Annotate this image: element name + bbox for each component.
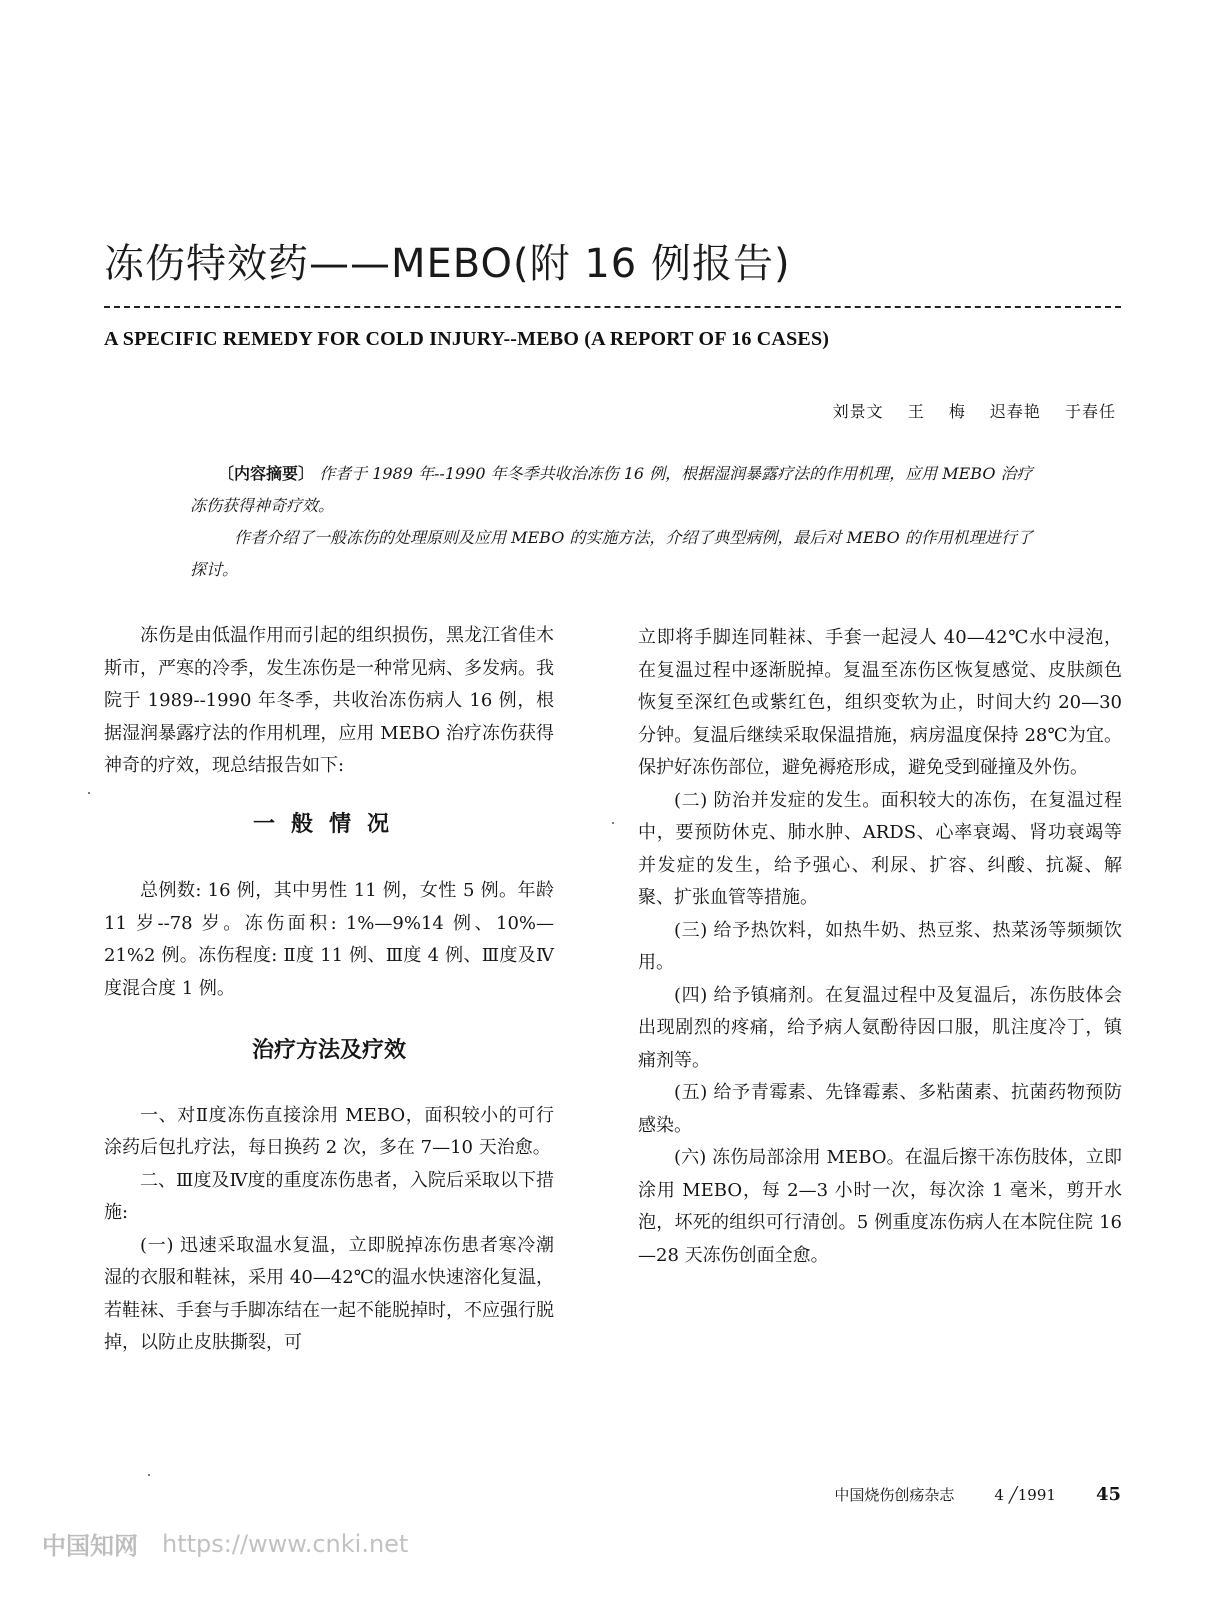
treatment-paragraph-1: 一、对Ⅱ度冻伤直接涂用 MEBO，面积较小的可行涂药后包扎疗法，每日换药 2 次，多在 7—10 天治愈。 [104, 1104, 554, 1158]
right-paragraph-4: (四) 给予镇痛剂。在复温过程中及复温后，冻伤肢体会出现剧烈的疼痛，给予病人氨酚待因口服，肌注度冷丁，镇痛剂等。 [638, 984, 1122, 1071]
abstract-paragraph-2: 作者介绍了一般冻伤的处理原则及应用 MEBO 的实施方法，介绍了典型病例，最后对 MEBO 的作用机理进行了探讨。 [190, 528, 1033, 579]
right-paragraph-5: (五) 给予青霉素、先锋霉素、多粘菌素、抗菌药物预防感染。 [638, 1082, 1122, 1136]
abstract-paragraph-1 [190, 458, 1040, 522]
right-column [638, 622, 1122, 1272]
scan-speck [88, 792, 90, 794]
general-paragraph: 总例数: 16 例，其中男性 11 例，女性 5 例。年龄 11 岁--78 岁。冻伤面积: 1%—9%14 例、10%—21%2 例。冻伤程度: Ⅱ度 11 例、Ⅲ度 4 例、Ⅲ度及Ⅳ度混合度 1 例。 [104, 880, 554, 999]
page-number: 45 [1095, 1484, 1121, 1505]
section-heading-treatment: 治疗方法及疗效 [251, 1038, 406, 1063]
scan-speck [612, 822, 614, 824]
title-divider [104, 306, 1121, 308]
treatment-paragraph-3: (一) 迅速采取温水复温，立即脱掉冻伤患者寒冷潮湿的衣服和鞋袜，采用 40—42℃的温水快速溶化复温，若鞋袜、手套与手脚冻结在一起不能脱掉时，不应强行脱掉，以防止皮肤撕裂，可 [104, 1234, 554, 1353]
right-paragraph-2: (二) 防治并发症的发生。面积较大的冻伤，在复温过程中，要预防休克、肺水肿、ARDS、心率衰竭、肾功衰竭等并发症的发生，给予强心、利尿、扩容、纠酸、抗凝、解聚、扩张血管等措施。 [638, 789, 1122, 908]
cnki-logo: 中国知网 [42, 1532, 138, 1560]
cnki-watermark [42, 1526, 408, 1561]
issue-number: 4 ╱1991 [994, 1486, 1056, 1504]
section-heading-general: 一般情况 [252, 811, 405, 837]
article-title: 冻伤特效药——MEBO(附 16 例报告) [104, 241, 791, 287]
right-paragraph-3: (三) 给予热饮料，如热牛奶、热豆浆、热菜汤等频频饮用。 [638, 919, 1122, 973]
treatment-paragraph-2: 二、Ⅲ度及Ⅳ度的重度冻伤患者，入院后采取以下措施: [104, 1169, 554, 1223]
abstract-text-1: 作者于 1989 年--1990 年冬季共收治冻伤 16 例，根据湿润暴露疗法的作用机理，应用 MEBO 治疗冻伤获得神奇疗效。 [190, 464, 1033, 515]
abstract-label: 〔内容摘要〕 [218, 464, 315, 483]
scan-speck [148, 1474, 150, 1476]
abstract [190, 458, 1040, 586]
left-column [104, 620, 554, 1360]
right-paragraph-6: (六) 冻伤局部涂用 MEBO。在温后擦干冻伤肢体，立即涂用 MEBO，每 2—3 小时一次，每次涂 1 毫米，剪开水泡，坏死的组织可行清创。5 例重度冻伤病人在本院住院 16—28 天冻伤创面全愈。 [638, 1147, 1122, 1266]
intro-paragraph: 冻伤是由低温作用而引起的组织损伤，黑龙江省佳木斯市，严寒的冷季，发生冻伤是一种常见病、多发病。我院于 1989--1990 年冬季，共收治冻伤病人 16 例，根据湿润暴露疗法的作用机理，应用 MEBO 治疗冻伤获得神奇的疗效，现总结报告如下: [104, 625, 554, 776]
cnki-url: https://www.cnki.net [162, 1529, 409, 1558]
journal-name: 中国烧伤创疡杂志 [834, 1486, 955, 1504]
page-footer [834, 1484, 1121, 1505]
right-paragraph-1: 立即将手脚连同鞋袜、手套一起浸人 40—42℃水中浸泡，在复温过程中逐渐脱掉。复温至冻伤区恢复感觉、皮肤颜色恢复至深红色或紫红色，组织变软为止，时间大约 20—30 分钟。复温后继续采取保温措施，病房温度保持 28℃为宜。保护好冻伤部位，避免褥疮形成，避免受到碰撞及外伤。 [638, 627, 1122, 778]
english-title: A SPECIFIC REMEDY FOR COLD INJURY--MEBO (A REPORT OF 16 CASES) [104, 328, 830, 350]
author-list: 刘景文 王 梅 迟春艳 于春任 [832, 402, 1116, 421]
